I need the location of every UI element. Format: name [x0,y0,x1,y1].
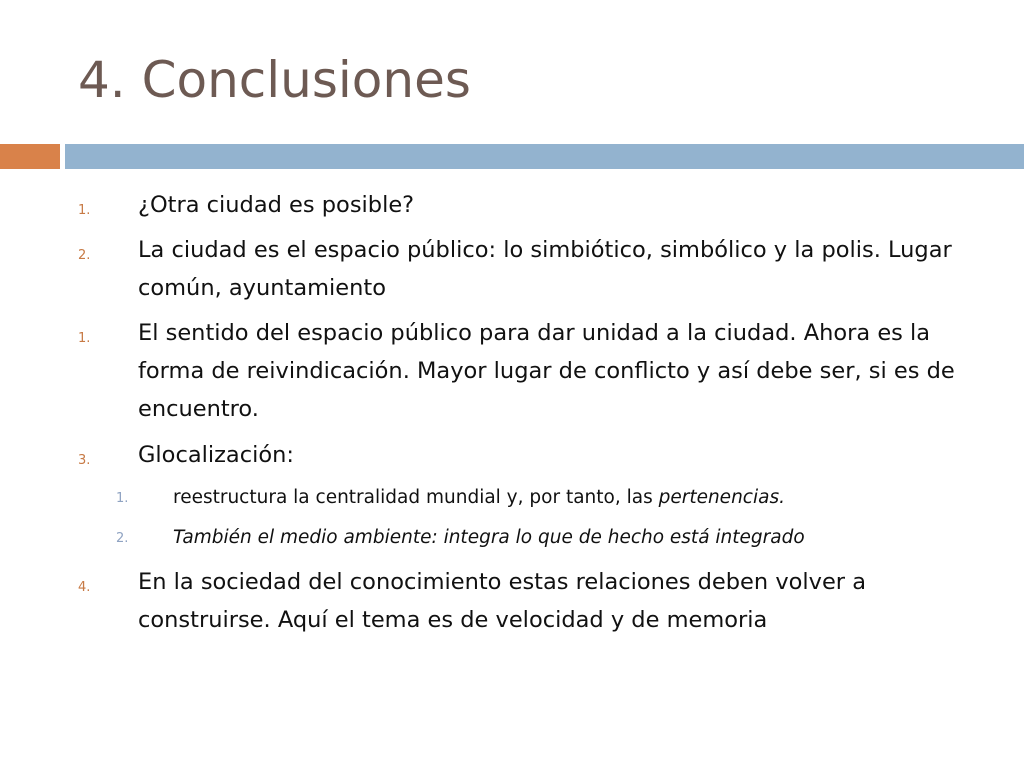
list-number: 2. [78,248,91,263]
list-number: 2. [116,531,129,546]
list-number: 1. [78,331,91,346]
list-text: La ciudad es el espacio público: lo simbiótico, simbólico y la polis. Lugar común, ayuntamiento [138,237,952,301]
list-number: 1. [78,203,91,218]
list-text: ¿Otra ciudad es posible? [138,192,415,218]
list-text: El sentido del espacio público para dar unidad a la ciudad. Ahora es la forma de reivindicación. Mayor lugar de conflicto y así debe ser, si es de encuentro. [138,320,955,422]
list-text: También el medio ambiente: integra lo que de hecho está integrado [173,527,805,548]
list-text: Glocalización: [138,442,294,468]
slide-title: 4. Conclusiones [78,51,471,109]
list-number: 1. [116,491,129,506]
list-text: En la sociedad del conocimiento estas relaciones deben volver a construirse. Aquí el tema es de velocidad y de memoria [138,569,866,633]
list-number: 3. [78,453,91,468]
list-text [173,484,993,512]
list-text-italic: pertenencias. [658,487,785,508]
list-number: 4. [78,580,91,595]
list-text-part: reestructura la centralidad mundial y, por tanto, las [173,487,659,508]
